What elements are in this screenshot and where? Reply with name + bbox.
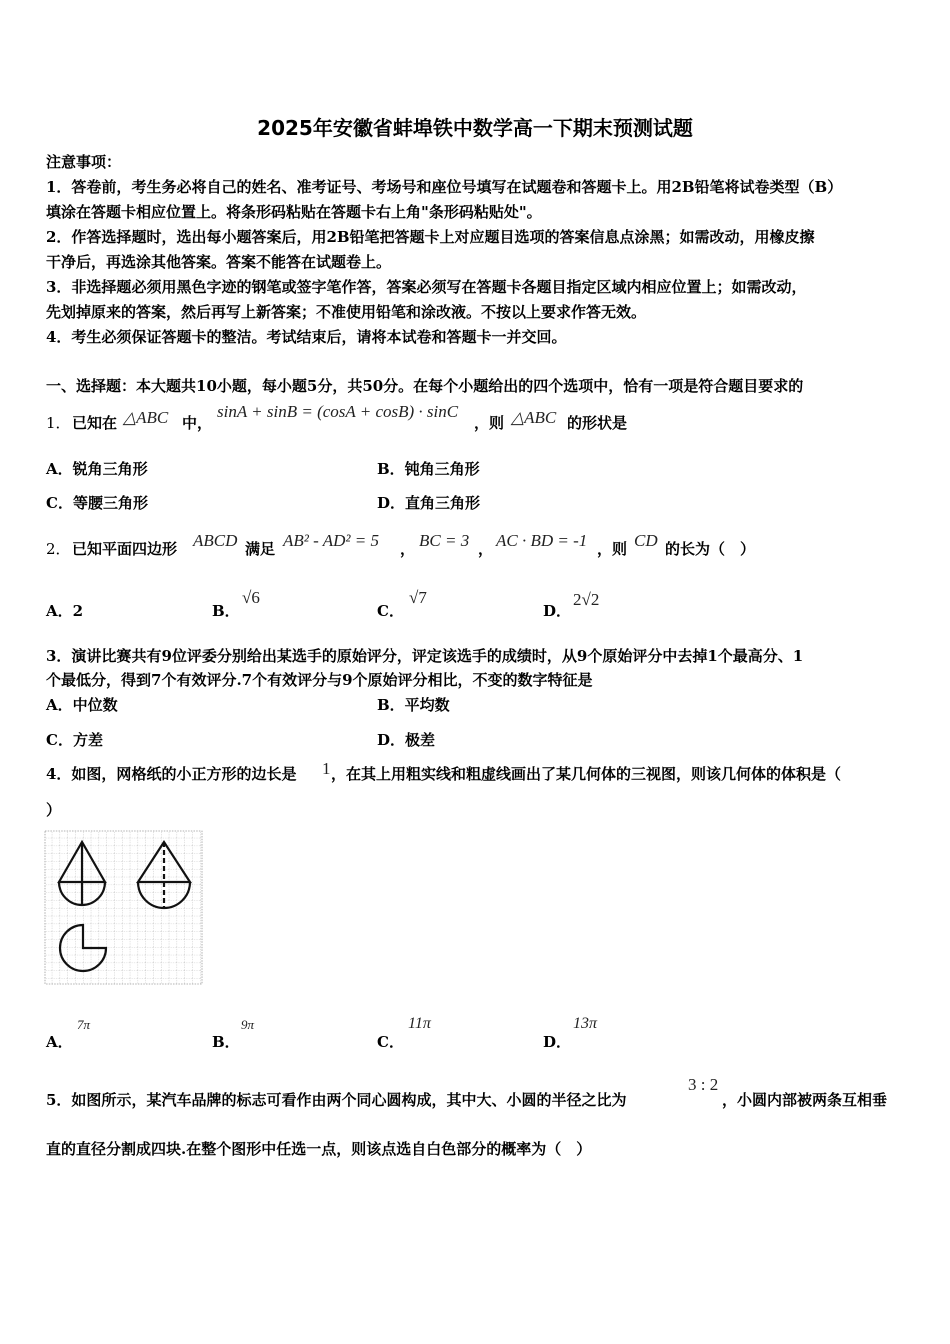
q2-formula-2: BC = 3 [419,531,470,550]
q1-number: 1． [46,414,71,432]
q3-option-d: D．极差 [377,731,436,749]
q3-line-1: 3．演讲比赛共有9位评委分别给出某选手的原始评分，评定该选手的成绩时，从9个原始评分中去掉1个最高分、1 [46,647,804,665]
q3-line-2: 个最低分，得到7个有效评分.7个有效评分与9个原始评分相比，不变的数字特征是 [46,671,593,689]
q4-option-c: C． [377,1033,404,1051]
q4-option-d-value: 13π [573,1015,598,1032]
q2-formula-1: AB² - AD² = 5 [283,531,379,550]
q1-option-a: A．锐角三角形 [46,460,148,478]
q5-line-2: 直的直径分割成四块.在整个图形中任选一点，则该点选自白色部分的概率为（ ） [46,1140,592,1158]
q2-option-d: D． [543,602,572,620]
note-3a: 3．非选择题必须用黑色字迹的钢笔或签字笔作答，答案必须写在答题卡各题目指定区域内相应位置上；如需改动， [46,278,807,296]
q2-number: 2． [46,540,71,558]
q5-line-1a: 5．如图所示，某汽车品牌的标志可看作由两个同心圆构成，其中大、小圆的半径之比为 [46,1091,627,1109]
q2-option-c: C． [377,602,404,620]
q1-text-4: 的形状是 [567,414,628,432]
q1-triangle-2: △ABC [511,408,557,427]
q2-option-a: A．2 [46,602,84,620]
q1-text-3: ，则 [474,414,505,432]
q1-text-2: 中， [182,414,213,432]
q2-cd: CD [634,531,658,550]
notes-heading: 注意事项： [46,153,122,171]
q4-option-a-value: 7π [77,1017,91,1032]
q1-text-1: 已知在 [72,414,118,432]
q2-text-4: 的长为（ ） [665,540,756,558]
q3-option-c: C．方差 [46,731,103,749]
q2-option-d-value: 2√2 [573,590,600,609]
three-view-figure [44,830,204,986]
q1-option-d: D．直角三角形 [377,494,481,512]
q1-formula: sinA + sinB = (cosA + cosB) · sinC [217,402,459,421]
q3-option-a: A．中位数 [46,696,118,714]
q4-option-b-value: 9π [241,1017,255,1032]
section-heading: 一、选择题：本大题共10小题，每小题5分，共50分。在每个小题给出的四个选项中，恰有一项是符合题目要求的 [46,377,804,395]
q4-line-1a: 4．如图，网格纸的小正方形的边长是 [46,765,297,783]
q2-comma-1: ， [400,540,416,558]
q3-option-b: B．平均数 [377,696,450,714]
q4-line-1b: ，在其上用粗实线和粗虚线画出了某几何体的三视图，则该几何体的体积是（ [331,765,842,783]
note-2a: 2．作答选择题时，选出每小题答案后，用2B铅笔把答题卡上对应题目选项的答案信息点涂黑；如需改动，用橡皮擦 [46,228,815,246]
q2-text-1: 已知平面四边形 [72,540,178,558]
q4-option-d: D． [543,1033,572,1051]
note-1b: 填涂在答题卡相应位置上。将条形码粘贴在答题卡右上角"条形码粘贴处"。 [46,203,542,221]
q4-one: 1 [322,759,331,778]
q2-comma-2: ， [478,540,494,558]
note-1a: 1．答卷前，考生务必将自己的姓名、准考证号、考场号和座位号填写在试题卷和答题卡上。用2B铅笔将试卷类型（B） [46,178,843,196]
q2-formula-3: AC · BD = -1 [496,531,588,550]
note-2b: 干净后，再选涂其他答案。答案不能答在试题卷上。 [46,253,392,271]
q4-line-2: ） [46,801,62,819]
q4-option-b: B． [212,1033,240,1051]
q1-triangle: △ABC [123,408,169,427]
page-title: 2025年安徽省蚌埠铁中数学高一下期末预测试题 [257,116,693,140]
q2-text-3: ，则 [597,540,628,558]
q5-ratio: 3 : 2 [688,1075,719,1094]
q2-text-2: 满足 [245,540,276,558]
grid-paper [45,831,202,984]
note-3b: 先划掉原来的答案，然后再写上新答案；不准使用铅笔和涂改液。不按以上要求作答无效。 [46,303,647,321]
q2-quad: ABCD [193,531,238,550]
q5-line-1b: ，小圆内部被两条互相垂 [722,1091,888,1109]
q2-option-c-value: √7 [409,588,427,607]
q4-option-a: A． [46,1033,73,1051]
q4-option-c-value: 11π [408,1015,431,1032]
note-4: 4．考生必须保证答题卡的整洁。考试结束后，请将本试卷和答题卡一并交回。 [46,328,567,346]
q2-option-b: B． [212,602,240,620]
q1-option-c: C．等腰三角形 [46,494,148,512]
q1-option-b: B．钝角三角形 [377,460,480,478]
q2-option-b-value: √6 [242,588,260,607]
